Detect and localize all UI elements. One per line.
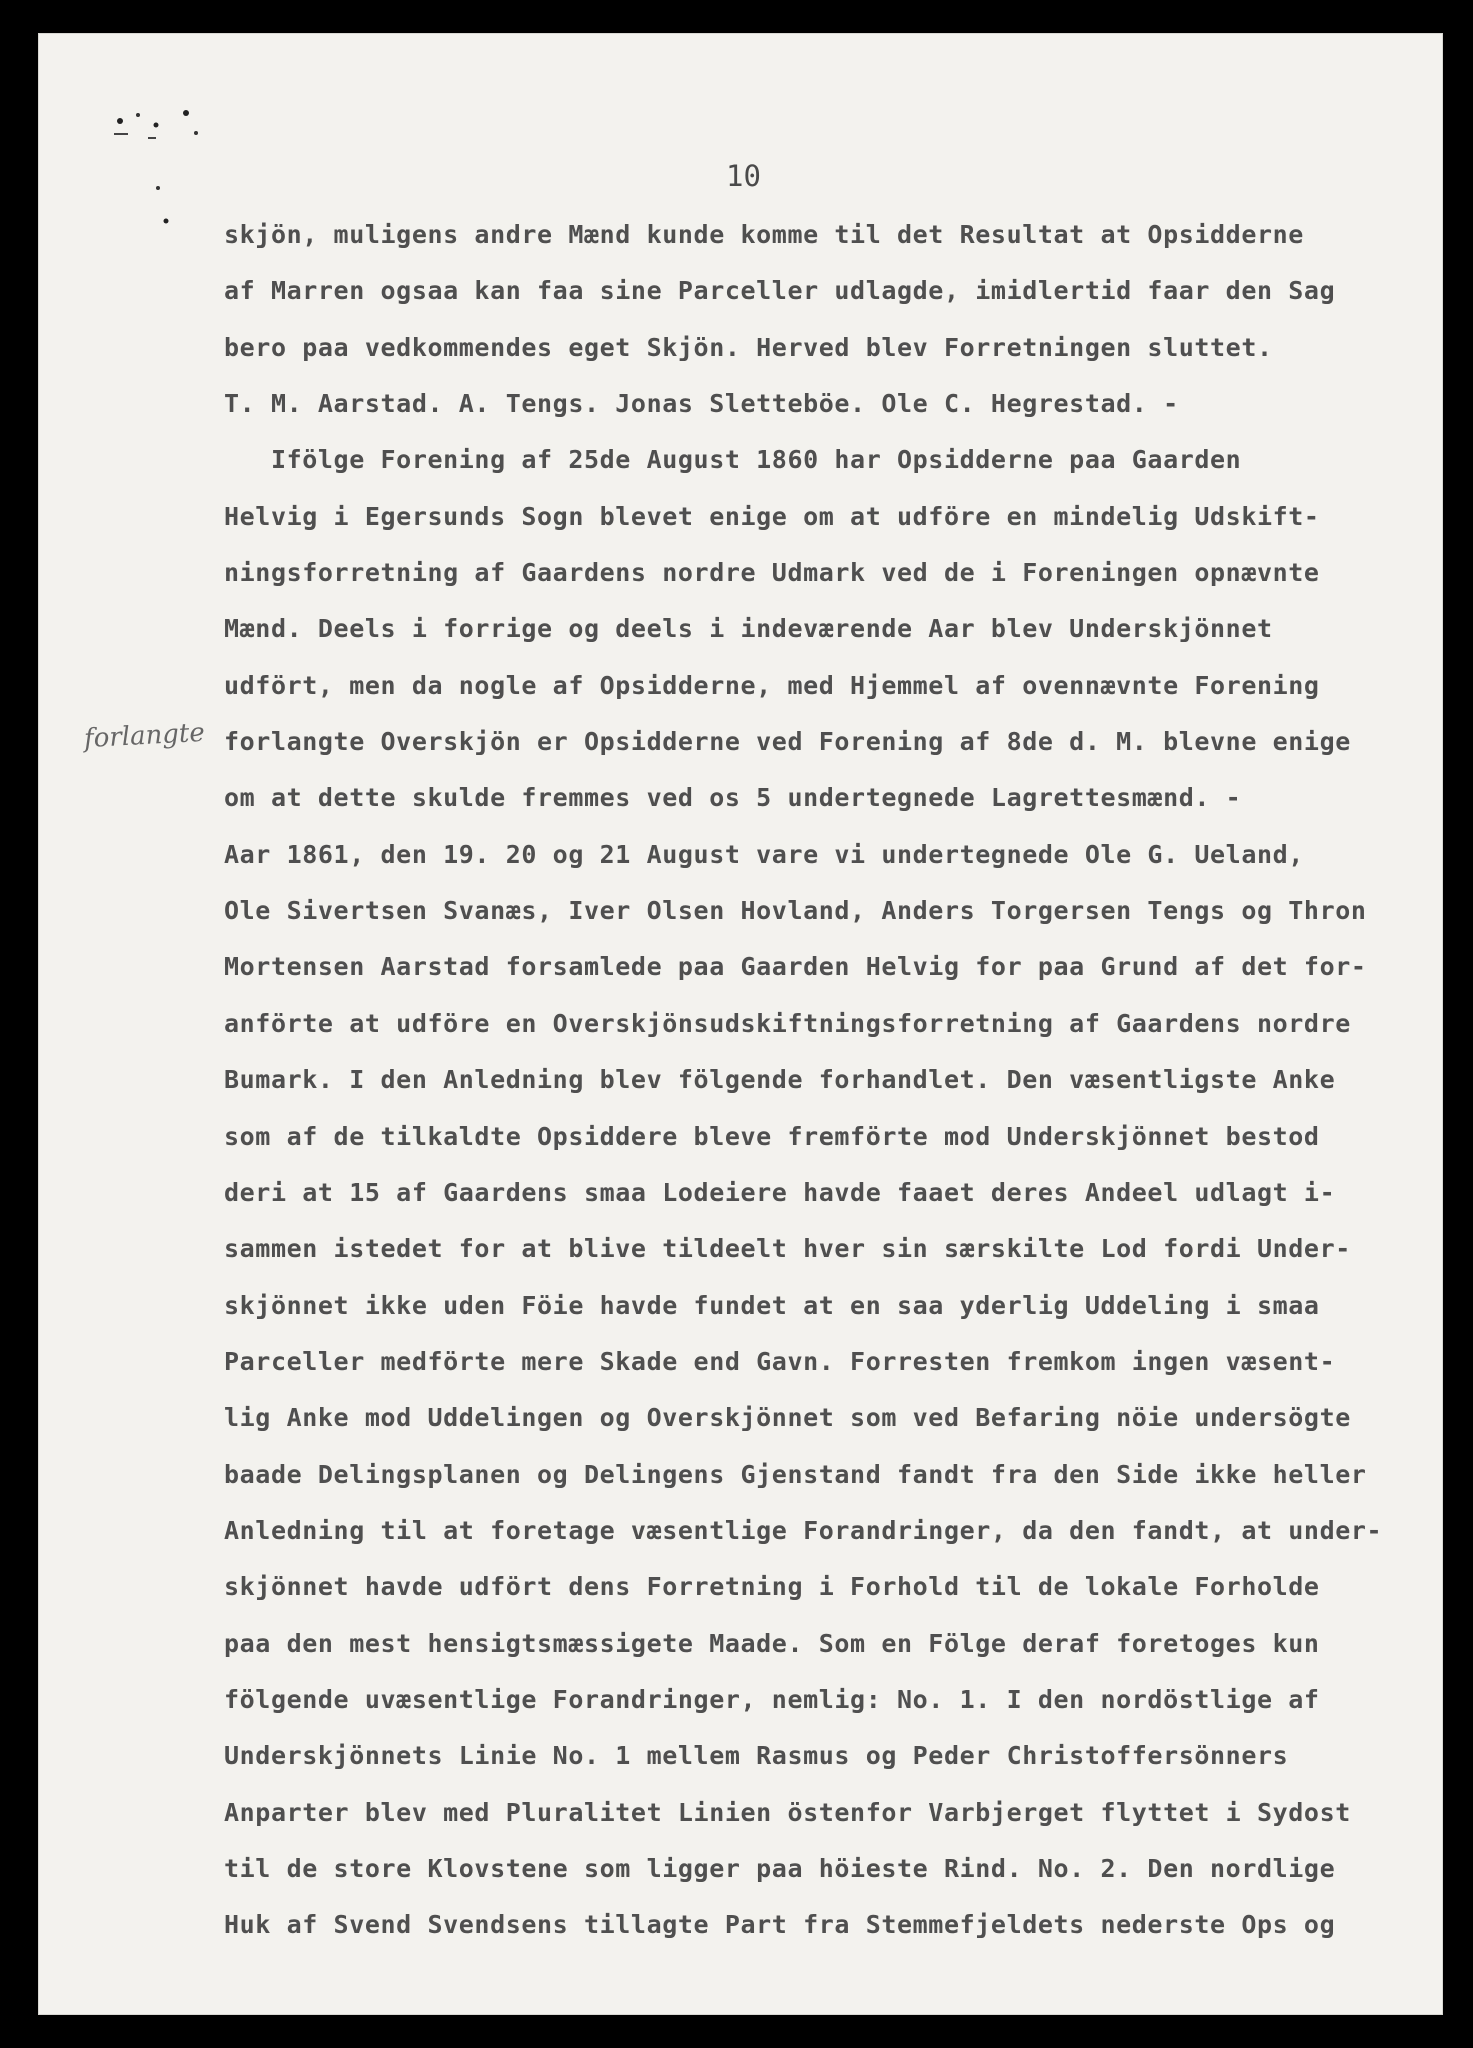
- text-line: anförte at udföre en Overskjönsudskiftningsforretning af Gaardens nordre: [224, 1008, 1351, 1038]
- text-line: Helvig i Egersunds Sogn blevet enige om at udföre en mindelig Udskift-: [224, 501, 1320, 531]
- text-line: T. M. Aarstad. A. Tengs. Jonas Sletteböe. Ole C. Hegrestad. -: [224, 389, 1179, 419]
- text-line: til de store Klovstene som ligger paa höieste Rind. No. 2. Den nordlige: [224, 1853, 1336, 1883]
- text-line: Ole Sivertsen Svanæs, Iver Olsen Hovland, Anders Torgersen Tengs og Thron: [224, 896, 1367, 926]
- text-line: af Marren ogsaa kan faa sine Parceller udlagde, imidlertid faar den Sag: [224, 276, 1336, 306]
- text-line: paa den mest hensigtsmæssigete Maade. Som en Fölge deraf foretoges kun: [224, 1628, 1320, 1658]
- page-number: 10: [726, 159, 761, 193]
- scan-speckle-marks: [108, 93, 208, 243]
- document-page: [38, 33, 1443, 2015]
- text-line: bero paa vedkommendes eget Skjön. Herved blev Forretningen sluttet.: [224, 332, 1273, 362]
- text-line: baade Delingsplanen og Delingens Gjenstand fandt fra den Side ikke heller: [224, 1459, 1367, 1489]
- text-line: Ifölge Forening af 25de August 1860 har Opsidderne paa Gaarden: [224, 445, 1242, 475]
- text-line: skjön, muligens andre Mænd kunde komme til det Resultat at Opsidderne: [224, 220, 1304, 249]
- text-line: ningsforretning af Gaardens nordre Udmark ved de i Foreningen opnævnte: [224, 558, 1320, 588]
- text-line: Anledning til at foretage væsentlige Forandringer, da den fandt, at under-: [224, 1515, 1383, 1545]
- text-line: forlangte Overskjön er Opsidderne ved Forening af 8de d. M. blevne enige: [224, 727, 1351, 757]
- text-line: Underskjönnets Linie No. 1 mellem Rasmus og Peder Christoffersönners: [224, 1741, 1289, 1771]
- text-line: udfört, men da nogle af Opsidderne, med Hjemmel af ovennævnte Forening: [224, 670, 1320, 700]
- text-line: lig Anke mod Uddelingen og Overskjönnet som ved Befaring nöie undersögte: [224, 1403, 1351, 1433]
- text-line: fölgende uvæsentlige Forandringer, nemlig: No. 1. I den nordöstlige af: [224, 1684, 1320, 1714]
- text-line: Anparter blev med Pluralitet Linien östenfor Varbjerget flyttet i Sydost: [224, 1797, 1351, 1827]
- text-line: skjönnet ikke uden Föie havde fundet at en saa yderlig Uddeling i smaa: [224, 1290, 1320, 1320]
- text-line: Huk af Svend Svendsens tillagte Part fra Stemmefjeldets nederste Ops og: [224, 1910, 1336, 1940]
- text-line: om at dette skulde fremmes ved os 5 undertegnede Lagrettesmænd. -: [224, 783, 1242, 813]
- typewritten-body: [224, 207, 1464, 1954]
- text-line: som af de tilkaldte Opsiddere bleve fremförte mod Underskjönnet bestod: [224, 1121, 1320, 1151]
- text-line: Aar 1861, den 19. 20 og 21 August vare vi undertegnede Ole G. Ueland,: [224, 839, 1304, 869]
- text-line: Mænd. Deels i forrige og deels i indeværende Aar blev Underskjönnet: [224, 614, 1273, 644]
- text-line: Mortensen Aarstad forsamlede paa Gaarden Helvig for paa Grund af det for-: [224, 952, 1367, 982]
- text-line: deri at 15 af Gaardens smaa Lodeiere havde faaet deres Andeel udlagt i-: [224, 1177, 1336, 1207]
- text-line: skjönnet havde udfört dens Forretning i Forhold til de lokale Forholde: [224, 1572, 1320, 1602]
- text-line: sammen istedet for at blive tildeelt hver sin særskilte Lod fordi Under-: [224, 1234, 1351, 1264]
- handwritten-margin-note: forlangte: [83, 717, 206, 755]
- text-line: Bumark. I den Anledning blev fölgende forhandlet. Den væsentligste Anke: [224, 1065, 1336, 1095]
- text-line: Parceller medförte mere Skade end Gavn. Forresten fremkom ingen væsent-: [224, 1346, 1336, 1376]
